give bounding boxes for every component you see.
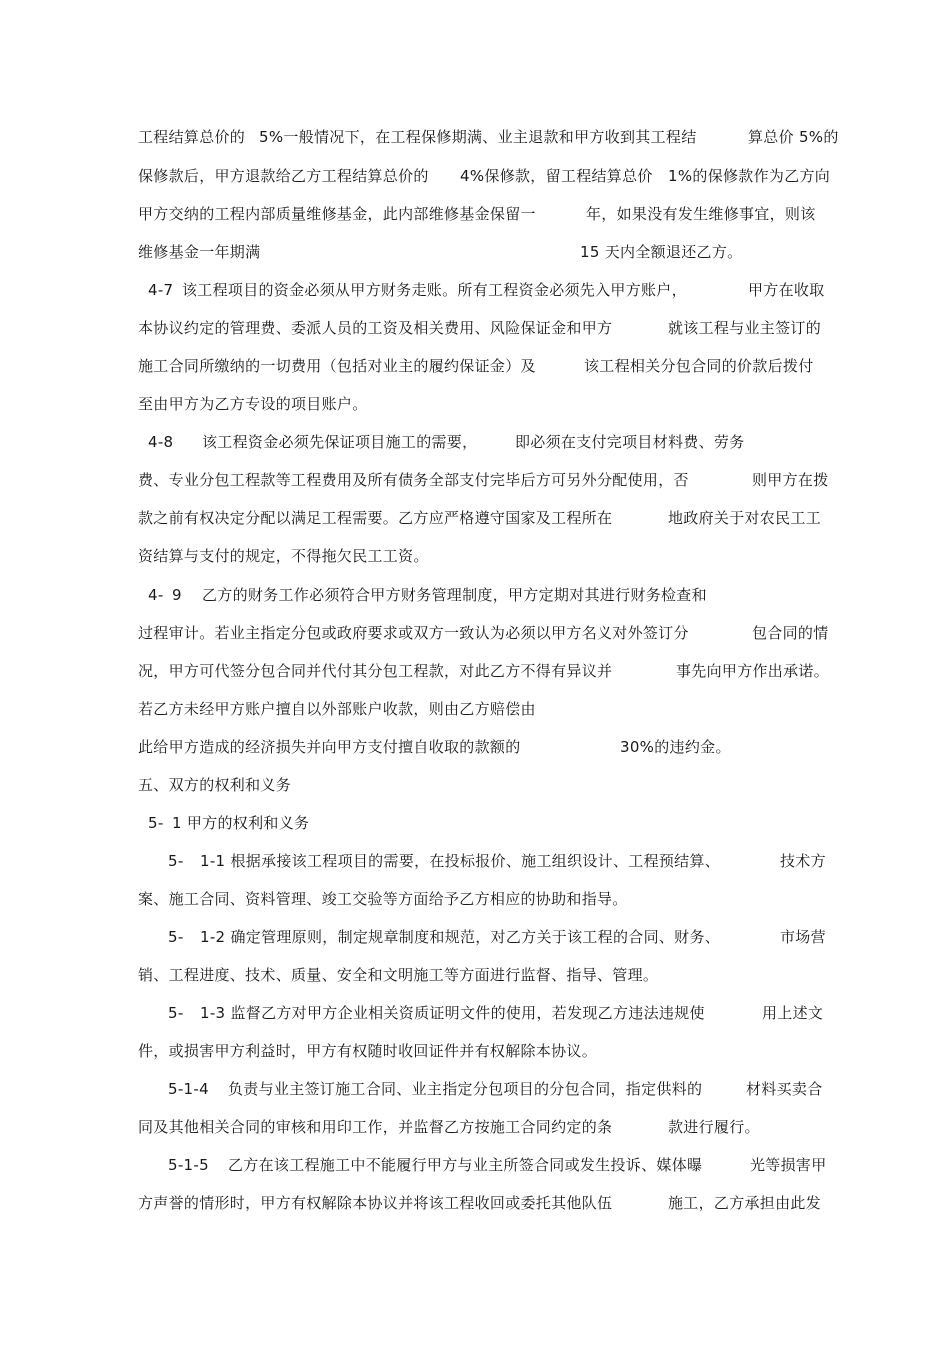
text-segment: 5- — [168, 928, 184, 946]
text-segment: 况，甲方可代签分包合同并代付其分包工程款，对此乙方不得有异议并 — [138, 662, 613, 680]
text-line — [138, 656, 830, 686]
text-segment: 事先向甲方作出承诺。 — [676, 662, 830, 680]
text-segment: 该工程项目的资金必须从甲方财务走账。所有工程资金必须先入甲方账户， — [182, 281, 687, 299]
text-line — [138, 1112, 760, 1142]
text-segment: 款进行履行。 — [668, 1118, 760, 1136]
text-segment: 款之前有权决定分配以满足工程需要。乙方应严格遵守国家及工程所在 — [138, 509, 613, 527]
text-segment: 件，或损害甲方利益时，甲方有权随时收回证件并有权解除本协议。 — [138, 1042, 598, 1060]
text-line — [168, 846, 826, 876]
text-line — [148, 427, 745, 457]
text-segment: 施工合同所缴纳的一切费用（包括对业主的履约保证金）及 — [138, 357, 536, 375]
subsection-heading — [148, 808, 310, 838]
text-line — [168, 1074, 823, 1104]
text-segment: 1-3 监督乙方对甲方企业相关资质证明文件的使用，若发现乙方违法违规使 — [200, 1004, 705, 1022]
text-segment: 15 天内全额退还乙方。 — [580, 243, 743, 261]
text-segment: 5-1-5 — [168, 1156, 209, 1174]
text-segment: 五、双方的权利和义务 — [138, 776, 292, 794]
text-segment: 乙方的财务工作必须符合甲方财务管理制度，甲方定期对其进行财务检查和 — [202, 586, 707, 604]
text-segment: 5- — [168, 1004, 184, 1022]
text-segment: 1%的保修款作为乙方向 — [668, 167, 831, 185]
text-segment: 用上述文 — [762, 1004, 824, 1022]
text-segment: 就该工程与业主签订的 — [668, 319, 822, 337]
text-segment: 同及其他相关合同的审核和用印工作，并监督乙方按施工合同约定的条 — [138, 1118, 613, 1136]
text-segment: 过程审计。若业主指定分包或政府要求或双方一致认为必须以甲方名义对外签订分 — [138, 624, 689, 642]
text-segment: 算总价 5%的 — [748, 128, 839, 146]
text-segment: 光等损害甲 — [750, 1156, 827, 1174]
text-line — [138, 541, 429, 571]
text-segment: 该工程资金必须先保证项目施工的需要， — [202, 433, 478, 451]
text-line — [138, 313, 822, 343]
text-segment: 施工，乙方承担由此发 — [668, 1194, 822, 1212]
text-segment: 甲方在收取 — [748, 281, 825, 299]
text-segment: 包合同的情 — [752, 624, 829, 642]
text-line — [168, 1150, 827, 1180]
section-heading — [138, 770, 291, 800]
text-segment: 年，如果没有发生维修事宜，则该 — [586, 205, 816, 223]
text-segment: 即必须在支付完项目材料费、劳务 — [515, 433, 745, 451]
text-segment: 则甲方在拨 — [752, 471, 829, 489]
text-segment: 地政府关于对农民工工 — [668, 509, 822, 527]
text-segment: 保修款后，甲方退款给乙方工程结算总价的 — [138, 167, 429, 185]
text-line — [138, 122, 839, 152]
text-segment: 技术方 — [780, 852, 826, 870]
text-segment: 1-2 确定管理原则，制定规章制度和规范，对乙方关于该工程的合同、财务、 — [200, 928, 721, 946]
text-segment: 4-8 — [148, 433, 174, 451]
text-segment: 至由甲方为乙方专设的项目账户。 — [138, 395, 368, 413]
text-line — [168, 922, 826, 952]
text-segment: 此给甲方造成的经济损失并向甲方支付擅自收取的款额的 — [138, 738, 521, 756]
text-line — [138, 1036, 597, 1066]
text-line — [138, 884, 628, 914]
text-line — [138, 960, 658, 990]
text-segment: 资结算与支付的规定，不得拖欠民工工资。 — [138, 547, 429, 565]
text-segment: 负责与业主签订施工合同、业主指定分包项目的分包合同，指定供料的 — [228, 1080, 703, 1098]
text-line — [138, 1188, 822, 1218]
text-line — [138, 389, 368, 419]
text-segment: 维修基金一年期满 — [138, 243, 261, 261]
text-segment: 30%的违约金。 — [620, 738, 731, 756]
text-segment: 若乙方未经甲方账户擅自以外部账户收款，则由乙方赔偿由 — [138, 700, 536, 718]
text-segment: 5- — [148, 814, 164, 832]
text-segment: 9 — [172, 586, 182, 604]
text-segment: 4%保修款，留工程结算总价 — [460, 167, 653, 185]
text-segment: 4-7 — [148, 281, 174, 299]
text-segment: 甲方交纳的工程内部质量维修基金，此内部维修基金保留一 — [138, 205, 536, 223]
text-line — [138, 465, 829, 495]
text-line — [168, 998, 824, 1028]
text-segment: 方声誉的情形时，甲方有权解除本协议并将该工程收回或委托其他队伍 — [138, 1194, 613, 1212]
text-segment: 1-1 根据承接该工程项目的需要，在投标报价、施工组织设计、工程预结算、 — [200, 852, 721, 870]
text-line — [138, 503, 822, 533]
text-segment: 费、专业分包工程款等工程费用及所有债务全部支付完毕后方可另外分配使用，否 — [138, 471, 689, 489]
text-segment: 案、施工合同、资料管理、竣工交验等方面给予乙方相应的协助和指导。 — [138, 890, 628, 908]
text-segment: 销、工程进度、技术、质量、安全和文明施工等方面进行监督、指导、管理。 — [138, 966, 659, 984]
text-segment: 5- — [168, 852, 184, 870]
text-line — [138, 199, 816, 229]
text-segment: 5%一般情况下，在工程保修期满、业主退款和甲方收到其工程结 — [259, 128, 697, 146]
text-segment: 该工程相关分包合同的价款后拨付 — [584, 357, 814, 375]
text-segment: 乙方在该工程施工中不能履行甲方与业主所签合同或发生投诉、媒体曝 — [228, 1156, 703, 1174]
text-segment: 本协议约定的管理费、委派人员的工资及相关费用、风险保证金和甲方 — [138, 319, 613, 337]
text-line — [138, 237, 743, 267]
text-line — [138, 694, 536, 724]
text-line — [148, 580, 707, 610]
text-line — [138, 732, 731, 762]
text-line — [148, 275, 825, 305]
text-segment: 材料买卖合 — [746, 1080, 823, 1098]
text-line — [138, 351, 814, 381]
text-segment: 工程结算总价的 — [138, 128, 246, 146]
text-segment: 5-1-4 — [168, 1080, 209, 1098]
text-segment: 1 甲方的权利和义务 — [172, 814, 310, 832]
text-line — [138, 161, 831, 191]
text-segment: 市场营 — [780, 928, 826, 946]
text-line — [138, 618, 829, 648]
text-segment: 4- — [148, 586, 164, 604]
